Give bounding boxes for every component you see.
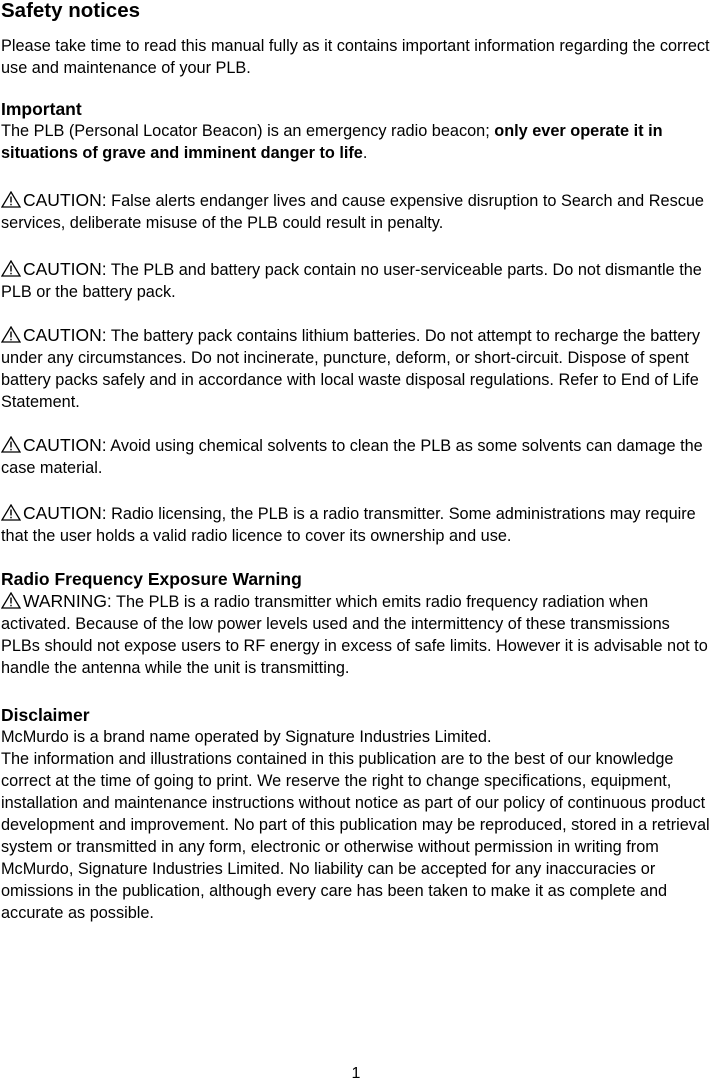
caution-label: CAUTION: xyxy=(23,435,107,455)
caution-label: CAUTION: xyxy=(23,325,107,345)
intro-paragraph xyxy=(1,35,712,79)
warning-triangle-icon xyxy=(1,260,21,277)
page-number: 1 xyxy=(351,1065,361,1082)
important-text-c: . xyxy=(362,144,368,162)
important-section xyxy=(1,98,712,164)
caution-label: CAUTION: xyxy=(23,259,107,279)
important-text xyxy=(1,120,712,164)
caution-5 xyxy=(1,502,712,547)
rf-text: The PLB is a radio transmitter which emits radio frequency radiation when activated. Because of the low power levels used and the intermittency of these transmissions PLBs should not expose users to RF energy in excess of safe limits. However it is advisable not to handle the antenna while the unit is transmitting. xyxy=(1,593,708,677)
disclaimer-line1: McMurdo is a brand name operated by Signature Industries Limited. xyxy=(1,728,492,746)
important-text-bold: only ever operate it in situations of grave and imminent danger to life xyxy=(1,122,663,162)
important-text-a: The PLB (Personal Locator Beacon) is an emergency radio beacon; xyxy=(1,122,495,140)
warning-triangle-icon xyxy=(1,592,21,609)
warning-triangle-icon xyxy=(1,436,21,453)
caution-1 xyxy=(1,189,712,234)
caution-4 xyxy=(1,434,712,479)
warning-triangle-icon xyxy=(1,191,21,208)
caution-label: CAUTION: xyxy=(23,190,107,210)
caution-2 xyxy=(1,258,712,303)
rf-heading: Radio Frequency Exposure Warning xyxy=(1,569,302,589)
intro-text: Please take time to read this manual fully as it contains important information regarding the correct use and maintenance of your PLB. xyxy=(1,37,710,77)
caution-label: CAUTION: xyxy=(23,503,107,523)
rf-warning-section xyxy=(1,568,712,679)
disclaimer-section xyxy=(1,704,712,924)
warning-label: WARNING: xyxy=(23,591,112,611)
caution-text: Radio licensing, the PLB is a radio transmitter. Some administrations may require that the user holds a valid radio licence to cover its ownership and use. xyxy=(1,505,696,545)
caution-text: The battery pack contains lithium batteries. Do not attempt to recharge the battery under any circumstances. Do not incinerate, puncture, deform, or short-circuit. Dispose of spent battery packs safely and in accordance with local waste disposal regulations. Refer to End of Life Statement. xyxy=(1,327,701,411)
warning-triangle-icon xyxy=(1,326,21,343)
caution-text: The PLB and battery pack contain no user-serviceable parts. Do not dismantle the PLB or the battery pack. xyxy=(1,261,702,301)
important-heading: Important xyxy=(1,99,82,119)
disclaimer-body: The information and illustrations contained in this publication are to the best of our knowledge correct at the time of going to print. We reserve the right to change specifications, equipment, installation and maintenance instructions without notice as part of our policy of continuous product development and improvement. No part of this publication may be reproduced, stored in a retrieval system or transmitted in any form, electronic or otherwise without permission in writing from McMurdo, Signature Industries Limited. No liability can be accepted for any inaccuracies or omissions in the publication, although every care has been taken to make it as complete and accurate as possible. xyxy=(1,750,710,922)
caution-text: Avoid using chemical solvents to clean the PLB as some solvents can damage the case material. xyxy=(1,437,703,477)
page-title: Safety notices xyxy=(1,0,140,22)
disclaimer-heading: Disclaimer xyxy=(1,705,90,725)
caution-3 xyxy=(1,324,712,413)
caution-text: False alerts endanger lives and cause expensive disruption to Search and Rescue services, deliberate misuse of the PLB could result in penalty. xyxy=(1,192,704,232)
warning-triangle-icon xyxy=(1,504,21,521)
